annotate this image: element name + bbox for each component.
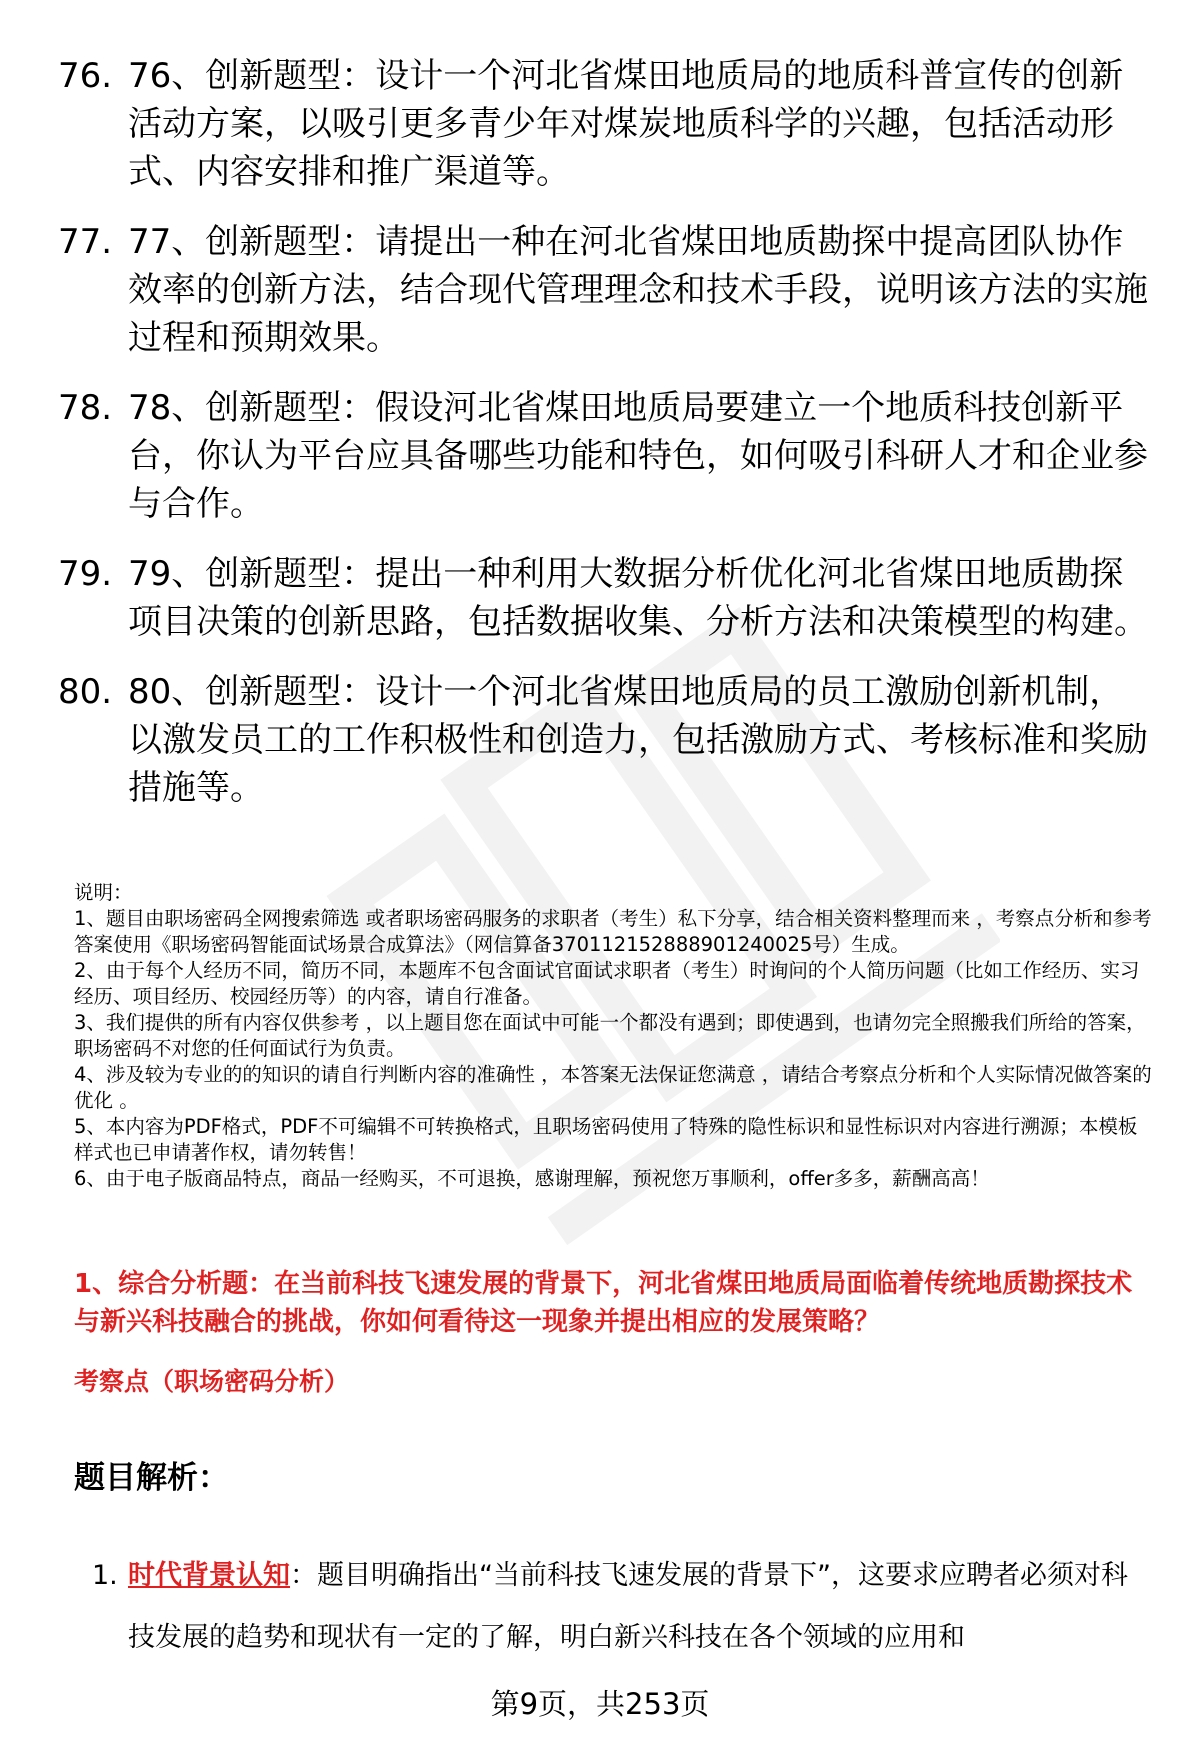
analysis-body	[128, 1545, 1152, 1669]
question-list	[58, 52, 1148, 834]
question-number: 76.	[58, 56, 113, 96]
question-item	[58, 218, 1148, 362]
analysis-text: ：题目明确指出“当前科技飞速发展的背景下”，这要求应聘者必须对科技发展的趋势和现状有一定的了解，明白新兴科技在各个领域的应用和	[128, 1560, 1128, 1653]
question-number: 78.	[58, 388, 113, 428]
question-item	[58, 550, 1148, 646]
question-text: 78、创新题型：假设河北省煤田地质局要建立一个地质科技创新平台，你认为平台应具备哪些功能和特色，如何吸引科研人才和企业参与合作。	[128, 388, 1148, 524]
question-number: 79.	[58, 554, 113, 594]
question-text: 76、创新题型：设计一个河北省煤田地质局的地质科普宣传的创新活动方案，以吸引更多青少年对煤炭地质科学的兴趣，包括活动形式、内容安排和推广渠道等。	[128, 56, 1124, 192]
note-item: 6、由于电子版商品特点，商品一经购买，不可退换，感谢理解，预祝您万事顺利，offer多多，薪酬高高！	[74, 1167, 990, 1190]
question-item	[58, 668, 1148, 812]
section-title: 题目解析：	[74, 1460, 229, 1496]
question-item	[58, 384, 1148, 528]
note-item: 1、题目由职场密码全网搜索筛选 或者职场密码服务的求职者（考生）私下分享，结合相关资料整理而来 ，考察点分析和参考答案使用《职场密码智能面试场景合成算法》（网信算备370112152888901240025号）生成。	[74, 907, 1152, 956]
note-item: 4、涉及较为专业的的知识的请自行判断内容的准确性 ，本答案无法保证您满意 ，请结合考察点分析和个人实际情况做答案的优化 。	[74, 1063, 1152, 1112]
notes-heading: 说明：	[74, 881, 133, 904]
question-number: 77.	[58, 222, 113, 262]
question-text: 80、创新题型：设计一个河北省煤田地质局的员工激励创新机制，以激发员工的工作积极性和创造力，包括激励方式、考核标准和奖励措施等。	[128, 672, 1148, 808]
analysis-term: 时代背景认知	[128, 1560, 290, 1591]
question-text: 77、创新题型：请提出一种在河北省煤田地质勘探中提高团队协作效率的创新方法，结合现代管理理念和技术手段，说明该方法的实施过程和预期效果。	[128, 222, 1148, 358]
question-number: 80.	[58, 672, 113, 712]
analysis-item	[92, 1545, 1152, 1669]
note-item: 2、由于每个人经历不同，简历不同，本题库不包含面试官面试求职者（考生）时询问的个人简历问题（比如工作经历、实习经历、项目经历、校园经历等）的内容，请自行准备。	[74, 959, 1140, 1008]
notes-block	[74, 880, 1154, 1192]
note-item: 3、我们提供的所有内容仅供参考 ，以上题目您在面试中可能一个都没有遇到；即使遇到，也请勿完全照搬我们所给的答案，职场密码不对您的任何面试行为负责。	[74, 1011, 1146, 1060]
exam-point-heading: 考察点（职场密码分析）	[74, 1367, 350, 1396]
analysis-number: 1.	[92, 1560, 118, 1591]
question-text: 79、创新题型：提出一种利用大数据分析优化河北省煤田地质勘探项目决策的创新思路，包括数据收集、分析方法和决策模型的构建。	[128, 554, 1148, 642]
question-item	[58, 52, 1148, 196]
page-footer: 第9页，共253页	[490, 1687, 710, 1721]
note-item: 5、本内容为PDF格式，PDF不可编辑不可转换格式，且职场密码使用了特殊的隐性标识和显性标识对内容进行溯源；本模板样式也已申请著作权，请勿转售！	[74, 1115, 1138, 1164]
main-question: 1、综合分析题：在当前科技飞速发展的背景下，河北省煤田地质局面临着传统地质勘探技术与新兴科技融合的挑战，你如何看待这一现象并提出相应的发展策略？	[74, 1269, 1133, 1337]
